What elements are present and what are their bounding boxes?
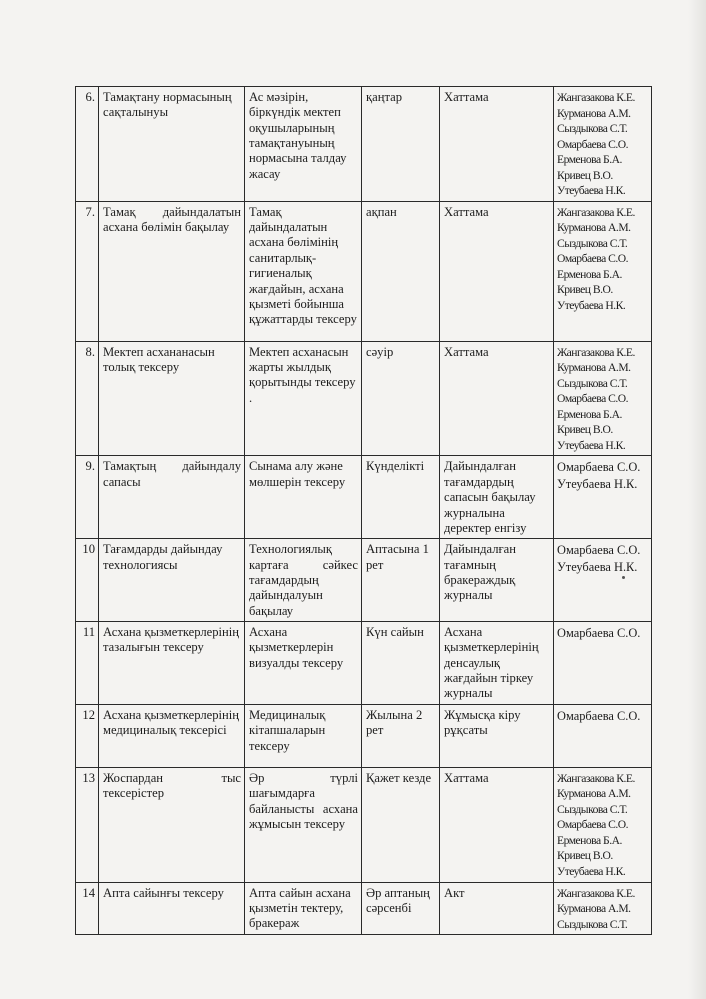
control-content: Асхана қызметкерлерін визуалды тексеру: [245, 622, 362, 705]
responsible-name: Сыздыкова С.Т.: [557, 376, 628, 390]
control-result: Хаттама: [440, 341, 554, 456]
table-row: [76, 622, 652, 705]
row-number: 13: [76, 767, 99, 882]
control-content: Технологиялық картаға сәйкес тағамдардың дайындалуын бақылау: [245, 539, 362, 622]
control-content: Мектеп асханасын жарты жылдық қорытынды тексеру .: [245, 341, 362, 456]
responsible-name: Сыздыкова С.Т.: [557, 802, 628, 816]
control-content: Медициналық кітапшаларын тексеру: [245, 704, 362, 767]
responsible-name: Кривец В.О.: [557, 423, 613, 437]
row-number: 10: [76, 539, 99, 622]
row-number: 9.: [76, 456, 99, 539]
responsible-name: Омарбаева С.О.: [557, 137, 629, 151]
responsible-list: [554, 201, 652, 341]
responsible-name: Жангазакова К.Е.: [557, 91, 635, 104]
control-result: Дайындалған тағамның бракераждық журналы: [440, 539, 554, 622]
responsible-list: [554, 704, 652, 767]
control-result: Хаттама: [440, 201, 554, 341]
control-result: Дайындалған тағамдардың сапасын бақылау журналына деректер енгізу: [440, 456, 554, 539]
table-row: [76, 539, 652, 622]
control-topic: Тамақтану нормасының сақталынуы: [99, 87, 245, 202]
responsible-list: [554, 882, 652, 935]
control-time: сәуір: [362, 341, 440, 456]
responsible-name: Жангазакова К.Е.: [557, 886, 635, 900]
control-time: Әр аптаның сәрсенбі: [362, 882, 440, 935]
responsible-name: Сыздыкова С.Т.: [557, 122, 628, 136]
page-edge-shadow: [688, 0, 706, 999]
responsible-name: Курманова А.М.: [557, 902, 631, 916]
control-topic: Апта сайынғы тексеру: [99, 882, 245, 935]
table-row: [76, 87, 652, 202]
row-number: 12: [76, 704, 99, 767]
responsible-name: Утеубаева Н.К.: [557, 298, 626, 312]
table-row: [76, 201, 652, 341]
control-time: қаңтар: [362, 87, 440, 202]
control-topic: Тағамдарды дайындау технологиясы: [99, 539, 245, 622]
responsible-name: Курманова А.М.: [557, 787, 631, 801]
control-time: Күнделікті: [362, 456, 440, 539]
row-number: 7.: [76, 201, 99, 341]
canteen-control-plan-table: [75, 86, 652, 935]
responsible-name: Курманова А.М.: [557, 221, 631, 235]
control-result: Жұмысқа кіру рұқсаты: [440, 704, 554, 767]
responsible-name: Курманова А.М.: [557, 106, 631, 120]
control-result: Хаттама: [440, 87, 554, 202]
responsible-name: Жангазакова К.Е.: [557, 205, 635, 219]
responsible-name: Утеубаева Н.К.: [557, 184, 626, 198]
row-number: 14: [76, 882, 99, 935]
table-row: [76, 704, 652, 767]
control-topic: Тамақтың дайындалу сапасы: [99, 456, 245, 539]
responsible-list: [554, 539, 652, 622]
control-topic: Жоспардан тыс тексерістер: [99, 767, 245, 882]
row-number: 11: [76, 622, 99, 705]
control-time: Күн сайын: [362, 622, 440, 705]
control-time: Аптасына 1 рет: [362, 539, 440, 622]
responsible-name: Ерменова Б.А.: [557, 407, 622, 421]
control-topic: Тамақ дайындалатын асхана бөлімін бақылау: [99, 201, 245, 341]
responsible-name: Омарбаева С.О.: [557, 460, 641, 475]
responsible-name: Ерменова Б.А.: [557, 267, 622, 281]
responsible-name: Жангазакова К.Е.: [557, 771, 635, 785]
responsible-name: Сыздыкова С.Т.: [557, 917, 628, 931]
control-time: Қажет кезде: [362, 767, 440, 882]
responsible-name: Курманова А.М.: [557, 361, 631, 375]
row-number: 8.: [76, 341, 99, 456]
table-row: [76, 882, 652, 935]
responsible-name: Утеубаева Н.К.: [557, 559, 638, 574]
ink-speck: [622, 576, 625, 579]
control-time: Жылына 2 рет: [362, 704, 440, 767]
control-content: Сынама алу және мөлшерін тексеру: [245, 456, 362, 539]
control-result: Асхана қызметкерлерінің денсаулық жағдайын тіркеу журналы: [440, 622, 554, 705]
responsible-name: Омарбаева С.О.: [557, 626, 641, 641]
responsible-name: Омарбаева С.О.: [557, 252, 629, 266]
responsible-name: Утеубаева Н.К.: [557, 477, 638, 492]
row-number: 6.: [76, 87, 99, 202]
responsible-list: [554, 341, 652, 456]
responsible-list: [554, 456, 652, 539]
control-result: Хаттама: [440, 767, 554, 882]
control-topic: Асхана қызметкерлерінің тазалығын тексеру: [99, 622, 245, 705]
responsible-list: [554, 767, 652, 882]
responsible-list: [554, 622, 652, 705]
control-content: Әр түрлі шағымдарға байланысты асхана жұмысын тексеру: [245, 767, 362, 882]
control-content: Тамақ дайындалатын асхана бөлімінің санитарлық-гигиеналық жағдайын, асхана қызметі бойынша құжаттарды тексеру: [245, 201, 362, 341]
control-time: ақпан: [362, 201, 440, 341]
control-topic: Асхана қызметкерлерінің медициналық тексерісі: [99, 704, 245, 767]
table-row: [76, 456, 652, 539]
responsible-name: Ерменова Б.А.: [557, 153, 622, 167]
responsible-name: Кривец В.О.: [557, 283, 613, 297]
control-content: Ас мәзірін, біркүндік мектеп оқушыларының тамақтануының нормасына талдау жасау: [245, 87, 362, 202]
responsible-list: [554, 87, 652, 202]
table-row: [76, 341, 652, 456]
responsible-name: Сыздыкова С.Т.: [557, 236, 628, 250]
responsible-name: Кривец В.О.: [557, 849, 613, 863]
responsible-name: Кривец В.О.: [557, 168, 613, 182]
responsible-name: Утеубаева Н.К.: [557, 865, 626, 879]
responsible-name: Ерменова Б.А.: [557, 833, 622, 847]
control-result: Акт: [440, 882, 554, 935]
responsible-name: Омарбаева С.О.: [557, 818, 629, 832]
responsible-name: Омарбаева С.О.: [557, 708, 641, 723]
table-row: [76, 767, 652, 882]
responsible-name: Омарбаева С.О.: [557, 392, 629, 406]
responsible-name: Утеубаева Н.К.: [557, 438, 626, 452]
control-content: Апта сайын асхана қызметін тектеру, бракераж: [245, 882, 362, 935]
responsible-name: Жангазакова К.Е.: [557, 345, 635, 359]
responsible-name: Омарбаева С.О.: [557, 543, 641, 558]
control-topic: Мектеп асхананасын толық тексеру: [99, 341, 245, 456]
